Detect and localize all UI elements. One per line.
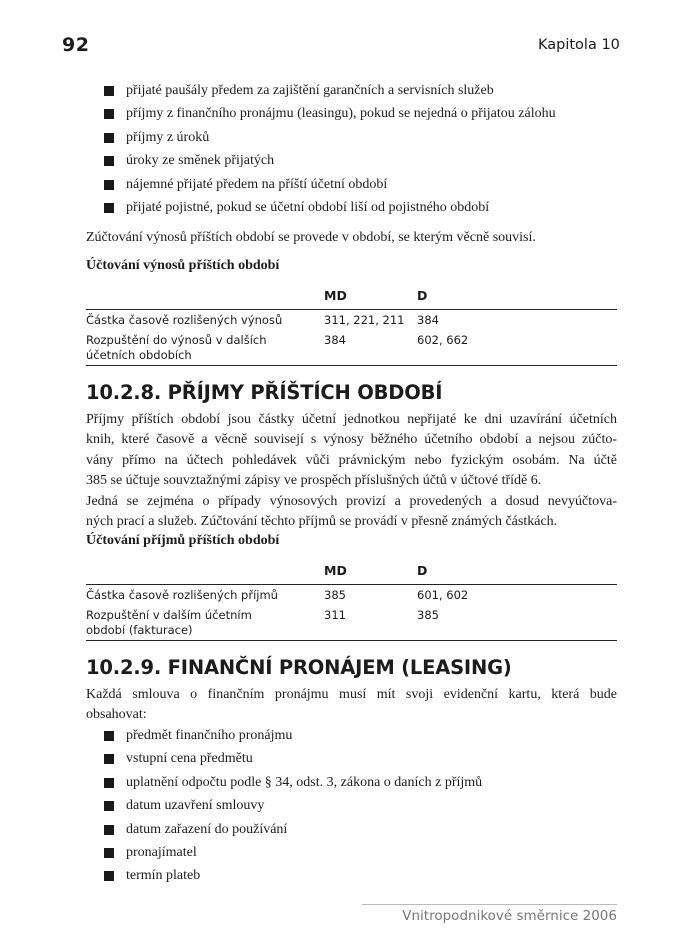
bullet-square-icon <box>104 731 114 741</box>
table-bottom-rule <box>86 640 617 641</box>
paragraph-accrued-income: Příjmy příštích období jsou částky účetní jednotkou nepřijaté ke dni uzavírání účetních knih, které časově a věcně souvisejí s výnosy běžného účetního období a nejsou zúčto- vány přímo na účtech pohledávek vůči právnickým nebo fyzickým osobám. Na účtě 385 se účtuje souvztažnými zápisy ve prospěch příslušných účtů v účtové třídě 6. <box>86 412 617 488</box>
table-header <box>86 285 617 310</box>
chapter-title: Kapitola 10 <box>538 37 620 53</box>
bullet-square-icon <box>104 180 114 190</box>
table1-title: Účtování výnosů příštích období <box>86 258 280 273</box>
column-header-md: MD <box>324 288 347 303</box>
row-md: 311 <box>324 608 346 622</box>
bullet-square-icon <box>104 754 114 764</box>
column-header-d: D <box>417 563 428 578</box>
section-heading-leasing: 10.2.9. FINANČNÍ PRONÁJEM (LEASING) <box>86 656 512 679</box>
paragraph-revenue-settlement: Zúčtování výnosů příštích období se provede v období, se kterým věcně souvisí. <box>86 230 536 245</box>
table-revenue-accounting <box>86 285 617 362</box>
bullet-square-icon <box>104 203 114 213</box>
column-header-d: D <box>417 288 428 303</box>
bullet-square-icon <box>104 871 114 881</box>
row-label: Rozpuštění v dalším účetním období (fakturace) <box>86 608 252 637</box>
list-item: přijaté paušály předem za zajištění garančních a servisních služeb <box>104 82 556 105</box>
bullet-square-icon <box>104 848 114 858</box>
list-item: nájemné přijaté předem na příští účetní období <box>104 176 556 199</box>
paragraph-commissions: Jedná se zejména o případy výnosových provizí a provedených a dosud nevyúčtova- ných prací a služeb. Zúčtování těchto příjmů se provádí v přesně známých částkách. <box>86 494 617 530</box>
list-item: přijaté pojistné, pokud se účetní období liší od pojistného období <box>104 199 556 222</box>
bullet-list-income <box>104 82 556 222</box>
row-label: Částka časově rozlišených výnosů <box>86 313 283 327</box>
row-md: 384 <box>324 333 346 347</box>
list-item: uplatnění odpočtu podle § 34, odst. 3, zákona o daních z příjmů <box>104 774 482 797</box>
paragraph-leasing-intro: Každá smlouva o finančním pronájmu musí mít svoji evidenční kartu, která bude obsahovat: <box>86 687 617 723</box>
bullet-square-icon <box>104 825 114 835</box>
table2-title: Účtování příjmů příštích období <box>86 533 280 548</box>
list-item: datum uzavření smlouvy <box>104 797 482 820</box>
list-item: příjmy z úroků <box>104 129 556 152</box>
bullet-list-leasing <box>104 727 482 891</box>
row-d: 601, 602 <box>417 588 469 602</box>
table-income-accounting <box>86 560 617 637</box>
list-item: úroky ze směnek přijatých <box>104 152 556 175</box>
list-item: příjmy z finančního pronájmu (leasingu), pokud se nejedná o přijatou zálohu <box>104 105 556 128</box>
table-header <box>86 560 617 585</box>
row-d: 384 <box>417 313 439 327</box>
bullet-square-icon <box>104 778 114 788</box>
row-label: Částka časově rozlišených příjmů <box>86 588 278 602</box>
column-header-md: MD <box>324 563 347 578</box>
list-item: pronajímatel <box>104 844 482 867</box>
bullet-square-icon <box>104 109 114 119</box>
list-item: předmět finančního pronájmu <box>104 727 482 750</box>
table-row <box>86 333 617 365</box>
bullet-square-icon <box>104 86 114 96</box>
list-item: datum zařazení do používání <box>104 821 482 844</box>
row-md: 311, 221, 211 <box>324 313 405 327</box>
row-d: 385 <box>417 608 439 622</box>
bullet-square-icon <box>104 133 114 143</box>
table-row <box>86 588 617 606</box>
bullet-square-icon <box>104 156 114 166</box>
section-heading-accrued-income: 10.2.8. PŘÍJMY PŘÍŠTÍCH OBDOBÍ <box>86 381 443 404</box>
footer-title: Vnitropodnikové směrnice 2006 <box>402 908 617 924</box>
row-label: Rozpuštění do výnosů v dalších účetních obdobích <box>86 333 267 362</box>
table-row <box>86 608 617 640</box>
row-d: 602, 662 <box>417 333 469 347</box>
table-bottom-rule <box>86 365 617 366</box>
table-row <box>86 313 617 331</box>
list-item: termín plateb <box>104 867 482 890</box>
bullet-square-icon <box>104 801 114 811</box>
row-md: 385 <box>324 588 346 602</box>
page-number: 92 <box>62 34 90 56</box>
footer-rule <box>362 904 617 905</box>
list-item: vstupní cena předmětu <box>104 750 482 773</box>
